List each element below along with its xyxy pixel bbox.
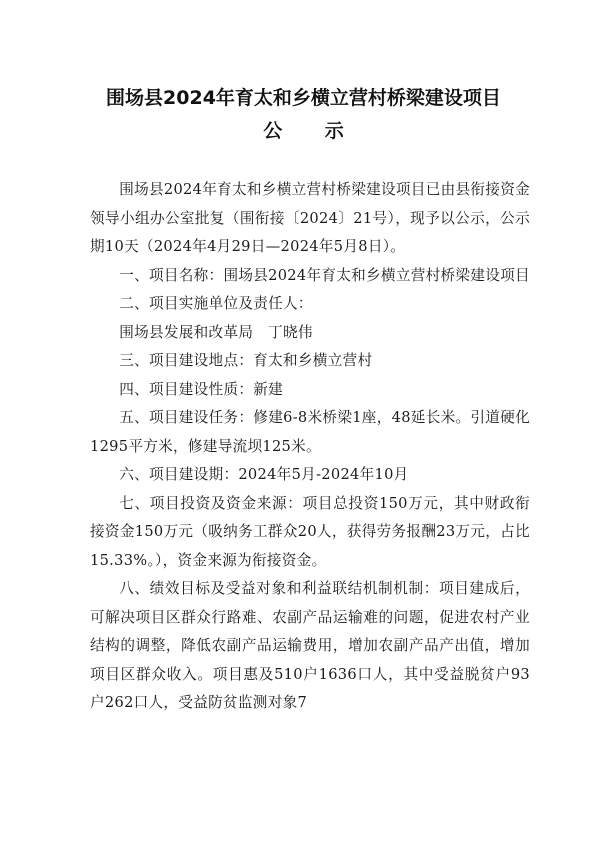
project-name-paragraph: 一、项目名称：围场县2024年育太和乡横立营村桥梁建设项目 [119,266,530,284]
period-paragraph: 六、项目建设期：2024年5月-2024年10月 [119,466,409,483]
implementer-paragraph: 围场县发展和改革局 丁晓伟 [119,323,313,341]
document-title: 围场县2024年育太和乡横立营村桥梁建设项目 [106,87,501,109]
investment-paragraph: 七、项目投资及资金来源：项目总投资150万元，其中财政衔接资金150万元（吸纳务工群众20人，获得劳务报酬23万元，占比15.33%。），资金来源为衔接资金。 [90,494,530,569]
implementer-heading-paragraph: 二、项目实施单位及责任人： [119,295,313,312]
performance-paragraph: 八、绩效目标及受益对象和利益联结机制机制：项目建成后，可解决项目区群众行路难、农副产品运输难的问题，促进农村产业结构的调整，降低农副产品运输费用，增加农副产品产出值，增加项目区群众收入。项目惠及510户1636口人，其中受益脱贫户93户262口人，受益防贫监测对象7 [90,580,530,711]
document-subtitle: 公 示 [263,120,362,142]
nature-paragraph: 四、项目建设性质：新建 [119,380,284,398]
tasks-paragraph: 五、项目建设任务：修建6-8米桥梁1座，48延长米。引道硬化1295平方米，修建导流坝125米。 [90,409,530,455]
location-paragraph: 三、项目建设地点：育太和乡横立营村 [119,352,373,369]
document-body [90,176,530,718]
intro-paragraph: 围场县2024年育太和乡横立营村桥梁建设项目已由县衔接资金领导小组办公室批复（围衔接〔2024〕21号），现予以公示，公示期10天（2024年4月29日—2024年5月8日）。 [90,181,530,255]
